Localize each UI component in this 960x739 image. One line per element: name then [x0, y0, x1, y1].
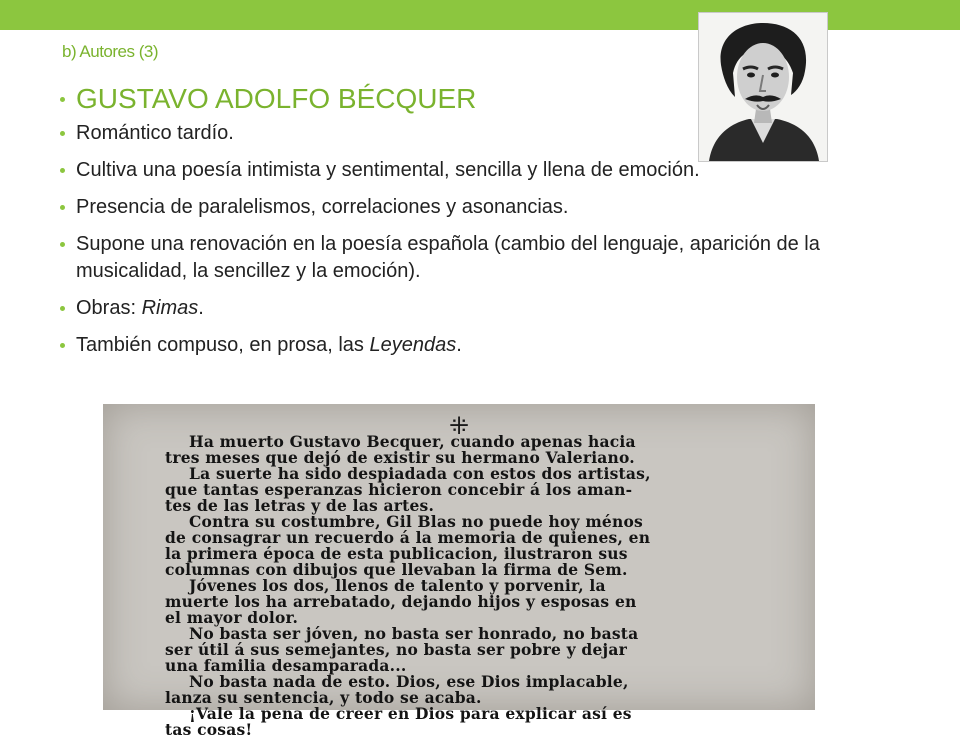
clipping-line: tas cosas!: [165, 720, 253, 739]
clipping-line: tres meses que dejó de existir su hermano Valeriano.: [165, 448, 635, 467]
prosa-label: También compuso, en prosa, las: [76, 334, 370, 356]
clipping-line: tes de las letras y de las artes.: [165, 496, 435, 515]
bullet-dot: [60, 168, 65, 173]
clipping-line: Contra su costumbre, Gil Blas no puede hoy ménos: [189, 512, 643, 531]
clipping-line: No basta nada de esto. Dios, ese Dios implacable,: [189, 672, 629, 691]
clipping-line: una familia desamparada...: [165, 656, 407, 675]
bullet-dot: [60, 97, 65, 102]
bullet-text: Presencia de paralelismos, correlaciones y asonancias.: [76, 196, 569, 218]
clipping-line: Ha muerto Gustavo Becquer, cuando apenas hacia: [189, 432, 636, 451]
bullet-item: [60, 194, 920, 221]
bullet-dot: [60, 343, 65, 348]
clipping-line: Jóvenes los dos, llenos de talento y porvenir, la: [189, 576, 606, 595]
section-title: b) Autores (3): [62, 42, 158, 61]
bullet-text: Romántico tardío.: [76, 122, 234, 144]
clipping-line: ¡Vale la pena de creer en Dios para explicar así es: [189, 704, 632, 723]
bullet-text: Supone una renovación en la poesía española (cambio del lenguaje, aparición de la musicalidad, la sencillez y la emoción).: [76, 233, 820, 282]
clipping-line: que tantas esperanzas hicieron concebir á los aman-: [165, 480, 633, 499]
prosa-end: .: [456, 334, 462, 356]
newspaper-clipping-image: [103, 404, 815, 739]
obras-title: Rimas: [141, 297, 199, 319]
bullet-text: GUSTAVO ADOLFO BÉCQUER: [76, 83, 477, 114]
clipping-line: muerte los ha arrebatado, dejando hijos y esposas en: [165, 592, 637, 611]
clipping-text: [165, 434, 765, 738]
clipping-line: No basta ser jóven, no basta ser honrado, no basta: [189, 624, 639, 643]
bullet-item: [60, 120, 920, 147]
obras-end: .: [198, 297, 204, 319]
bullet-dot: [60, 306, 65, 311]
ornament-icon: ⁜: [448, 413, 470, 440]
clipping-line: la primera época de esta publicacion, ilustraron sus: [165, 544, 628, 563]
bullet-dot: [60, 205, 65, 210]
clipping-line: lanza su sentencia, y todo se acaba.: [165, 688, 482, 707]
author-name-heading: [60, 82, 920, 116]
bullet-item: [60, 157, 920, 184]
clipping-line: el mayor dolor.: [165, 608, 299, 627]
prosa-title: Leyendas: [369, 334, 457, 356]
obras-label: Obras:: [76, 297, 142, 319]
clipping-line: ser útil á sus semejantes, no basta ser pobre y dejar: [165, 640, 627, 659]
bullet-item: [60, 231, 920, 285]
clipping-line: columnas con dibujos que llevaban la firma de Sem.: [165, 560, 628, 579]
bullet-dot: [60, 242, 65, 247]
bullet-text: Cultiva una poesía intimista y sentimental, sencilla y llena de emoción.: [76, 159, 700, 181]
clipping-line: de consagrar un recuerdo á la memoria de quienes, en: [165, 528, 651, 547]
bullet-list: [60, 82, 920, 359]
clipping-line: La suerte ha sido despiadada con estos dos artistas,: [189, 464, 651, 483]
bullet-dot: [60, 131, 65, 136]
bullet-item-obras: [60, 295, 920, 322]
bullet-item-prosa: [60, 332, 920, 359]
